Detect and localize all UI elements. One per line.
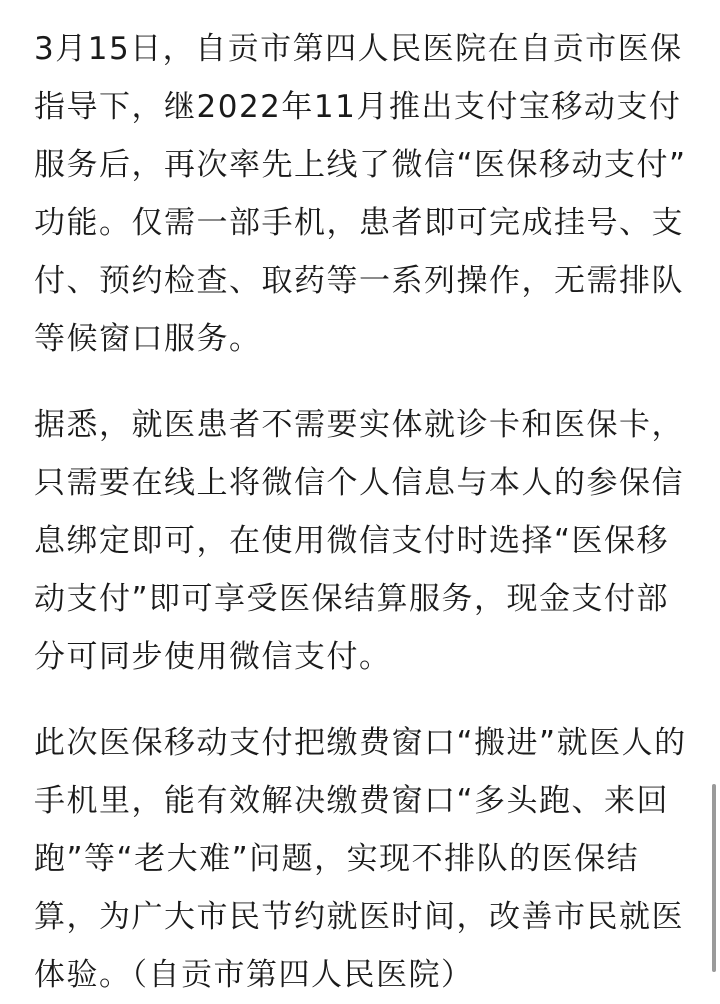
vertical-scrollbar[interactable]: [712, 784, 716, 972]
text-line: 功能。仅需一部手机，患者即可完成挂号、支: [34, 205, 684, 241]
text-line: 付、预约检查、取药等一系列操作，无需排队: [34, 263, 684, 299]
text-line: 指导下，继2022年11月推出支付宝移动支付: [34, 89, 682, 125]
text-line: 只需要在线上将微信个人信息与本人的参保信: [34, 465, 684, 501]
article-body: [34, 0, 694, 1004]
text-line: 算，为广大市民节约就医时间，改善市民就医: [34, 899, 684, 935]
text-line: 服务后，再次率先上线了微信“医保移动支付”: [34, 147, 687, 183]
text-line: 等候窗口服务。: [34, 321, 262, 357]
text-line: 动支付”即可享受医保结算服务，现金支付部: [34, 581, 670, 617]
text-line: 3月15日，自贡市第四人民医院在自贡市医保: [34, 31, 683, 67]
text-line: 体验。（自贡市第四人民医院）: [34, 957, 474, 993]
paragraph-3: [34, 714, 694, 1004]
text-line: 手机里，能有效解决缴费窗口“多头跑、来回: [34, 783, 670, 819]
paragraph-2: [34, 396, 694, 686]
text-line: 此次医保移动支付把缴费窗口“搬进”就医人的: [34, 725, 687, 761]
text-line: 跑”等“老大难”问题，实现不排队的医保结: [34, 841, 640, 877]
paragraph-1: [34, 0, 694, 368]
text-line: 据悉，就医患者不需要实体就诊卡和医保卡，: [34, 407, 684, 443]
text-line: 息绑定即可，在使用微信支付时选择“医保移: [34, 523, 670, 559]
text-line: 分可同步使用微信支付。: [34, 639, 392, 675]
